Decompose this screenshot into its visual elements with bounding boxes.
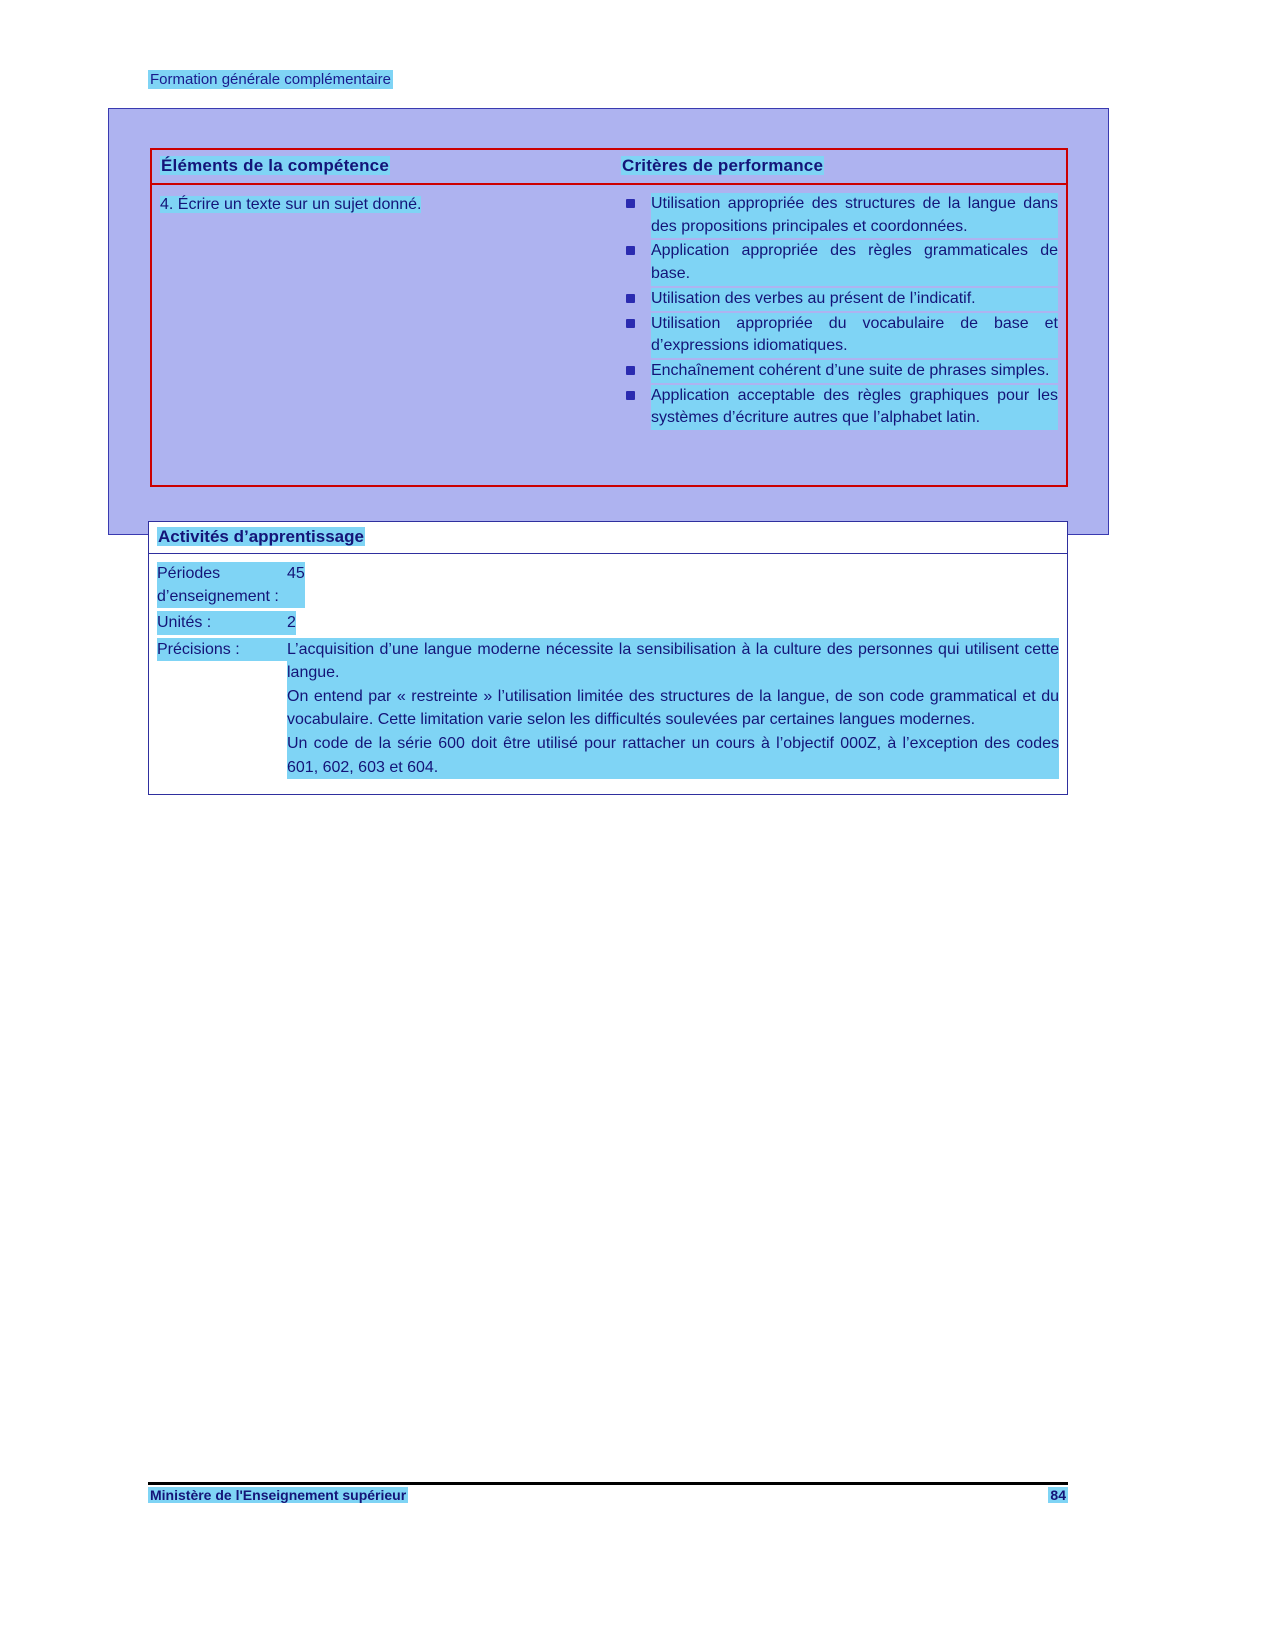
column-header-elements-label: Éléments de la compétence — [161, 156, 389, 175]
precisions-value — [287, 638, 1059, 779]
list-item — [621, 385, 1058, 430]
bullet-square-icon — [626, 294, 635, 303]
column-header-elements — [152, 150, 613, 183]
column-header-criteria-label: Critères de performance — [621, 156, 824, 175]
precision-paragraph: Un code de la série 600 doit être utilisé pour rattacher un cours à l’objectif 000Z, à l’exception des codes 601, 602, 603 et 604. — [287, 732, 1059, 778]
criterion-text: Application acceptable des règles graphiques pour les systèmes d’écriture autres que l’alphabet latin. — [651, 385, 1058, 430]
criteria-list — [621, 193, 1058, 430]
activities-table-body — [149, 554, 1067, 794]
units-value: 2 — [287, 611, 296, 634]
list-item — [621, 313, 1058, 358]
footer-text: Ministère de l'Enseignement supérieur — [150, 1487, 407, 1503]
activities-title-label: Activités d’apprentissage — [158, 527, 364, 546]
periods-label: Périodes d’enseignement : — [157, 562, 287, 608]
precisions-label: Précisions : — [157, 638, 287, 661]
competence-element-cell — [152, 185, 613, 485]
criterion-text: Application appropriée des règles grammaticales de base. — [651, 240, 1058, 285]
list-item — [621, 240, 1058, 285]
bullet-square-icon — [626, 199, 635, 208]
performance-criteria-cell — [613, 185, 1066, 485]
bullet-square-icon — [626, 246, 635, 255]
competence-element-text: 4. Écrire un texte sur un sujet donné. — [160, 196, 422, 213]
precisions-row — [157, 638, 1059, 779]
column-header-criteria — [613, 150, 1066, 183]
competence-table — [150, 148, 1068, 487]
page-footer — [148, 1487, 1068, 1503]
periods-value: 45 — [287, 562, 305, 608]
activities-table — [148, 521, 1068, 795]
periods-row — [157, 562, 1059, 608]
bullet-square-icon — [626, 391, 635, 400]
criterion-text: Utilisation des verbes au présent de l’indicatif. — [651, 288, 1058, 311]
criterion-text: Enchaînement cohérent d’une suite de phrases simples. — [651, 360, 1058, 383]
criterion-text: Utilisation appropriée du vocabulaire de base et d’expressions idiomatiques. — [651, 313, 1058, 358]
bullet-square-icon — [626, 319, 635, 328]
bullet-square-icon — [626, 366, 635, 375]
precision-paragraph: On entend par « restreinte » l’utilisation limitée des structures de la langue, de son code grammatical et du vocabulaire. Cette limitation varie selon les difficultés soulevées par certaines langues modernes. — [287, 685, 1059, 731]
activities-table-title — [149, 522, 1067, 554]
units-label: Unités : — [157, 611, 287, 634]
units-row — [157, 611, 1059, 634]
page-header: Formation générale complémentaire — [150, 71, 391, 88]
competence-table-header-row — [152, 150, 1066, 185]
page-number: 84 — [1050, 1487, 1066, 1503]
footer-divider — [148, 1482, 1068, 1485]
list-item — [621, 288, 1058, 311]
criterion-text: Utilisation appropriée des structures de la langue dans des propositions principales et coordonnées. — [651, 193, 1058, 238]
list-item — [621, 193, 1058, 238]
list-item — [621, 360, 1058, 383]
competence-table-body-row — [152, 185, 1066, 485]
precision-paragraph: L’acquisition d’une langue moderne nécessite la sensibilisation à la culture des personnes qui utilisent cette langue. — [287, 638, 1059, 684]
